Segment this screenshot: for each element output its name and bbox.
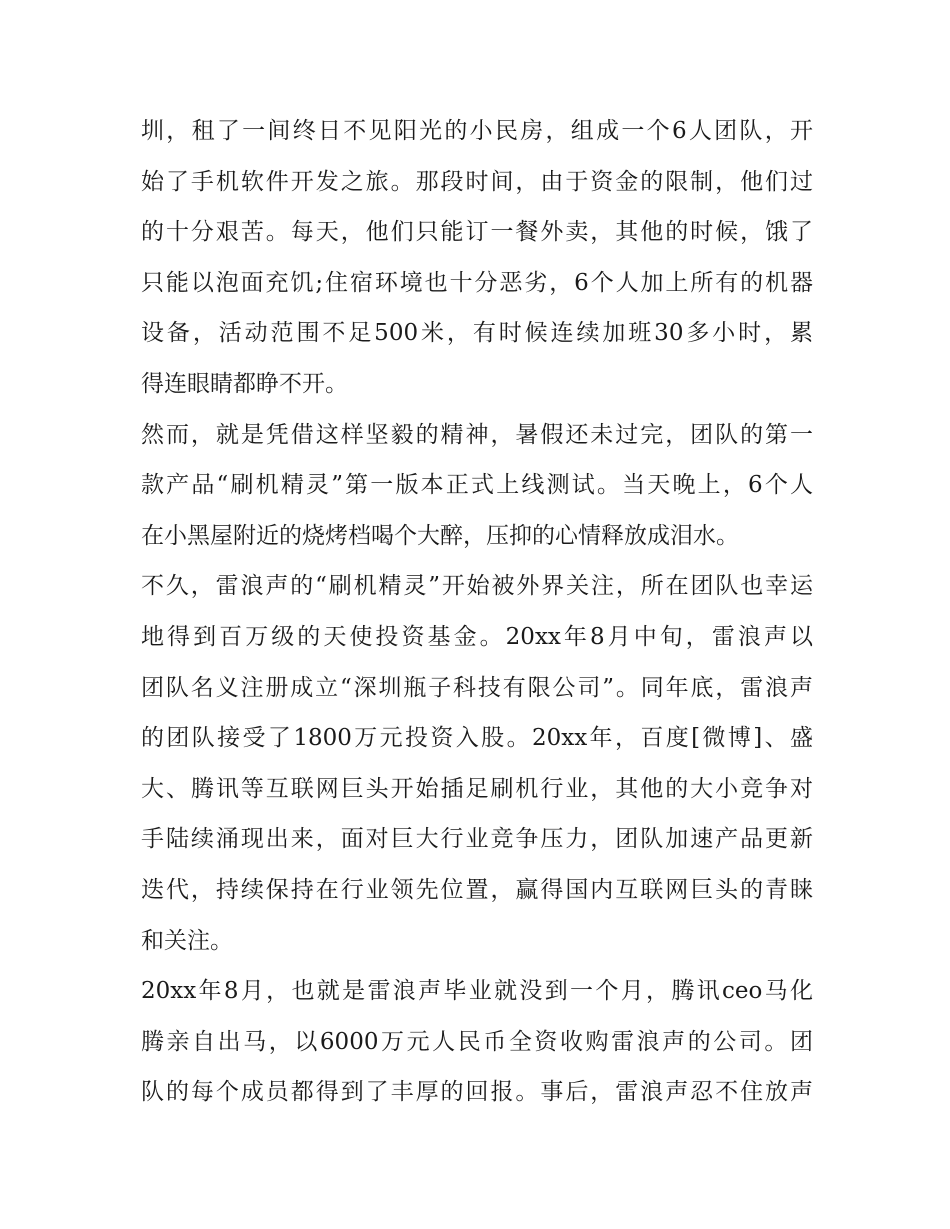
text-line: 的十分艰苦。每天，他们只能订一餐外卖，其他的时候，饿了 xyxy=(141,219,813,246)
text-line: 20xx年8月，也就是雷浪声毕业就没到一个月，腾讯ceo马化 xyxy=(141,978,813,1005)
text-line: 圳，租了一间终日不见阳光的小民房，组成一个6人团队，开 xyxy=(141,118,813,144)
text-line: 的团队接受了1800万元投资入股。20xx年，百度[微博]、盛 xyxy=(141,725,813,752)
text-line: 地得到百万级的天使投资基金。20xx年8月中旬，雷浪声以 xyxy=(141,623,813,650)
text-line: 设备，活动范围不足500米，有时候连续加班30多小时，累 xyxy=(141,320,813,347)
text-line: 腾亲自出马，以6000万元人民币全资收购雷浪声的公司。团 xyxy=(141,1028,813,1055)
text-line: 团队名义注册成立“深圳瓶子科技有限公司”。同年底，雷浪声 xyxy=(141,674,813,701)
text-line: 始了手机软件开发之旅。那段时间，由于资金的限制，他们过 xyxy=(141,168,813,195)
text-line: 队的每个成员都得到了丰厚的回报。事后，雷浪声忍不住放声 xyxy=(141,1079,813,1106)
text-line: 只能以泡面充饥;住宿环境也十分恶劣，6个人加上所有的机器 xyxy=(141,269,813,296)
text-line: 大、腾讯等互联网巨头开始插足刷机行业，其他的大小竞争对 xyxy=(141,775,813,802)
text-line: 款产品“刷机精灵”第一版本正式上线测试。当天晚上，6个人 xyxy=(141,472,813,499)
text-line: 在小黑屋附近的烧烤档喝个大醉，压抑的心情释放成泪水。 xyxy=(141,522,739,549)
text-line: 不久，雷浪声的“刷机精灵”开始被外界关注，所在团队也幸运 xyxy=(141,573,813,600)
body-text xyxy=(141,106,813,1118)
text-line: 得连眼睛都睁不开。 xyxy=(141,370,348,397)
text-line: 迭代，持续保持在行业领先位置，赢得国内互联网巨头的青睐 xyxy=(141,876,813,903)
text-line: 和关注。 xyxy=(141,927,233,954)
text-line: 然而，就是凭借这样坚毅的精神，暑假还未过完，团队的第一 xyxy=(141,421,813,448)
text-line: 手陆续涌现出来，面对巨大行业竞争压力，团队加速产品更新 xyxy=(141,826,813,853)
